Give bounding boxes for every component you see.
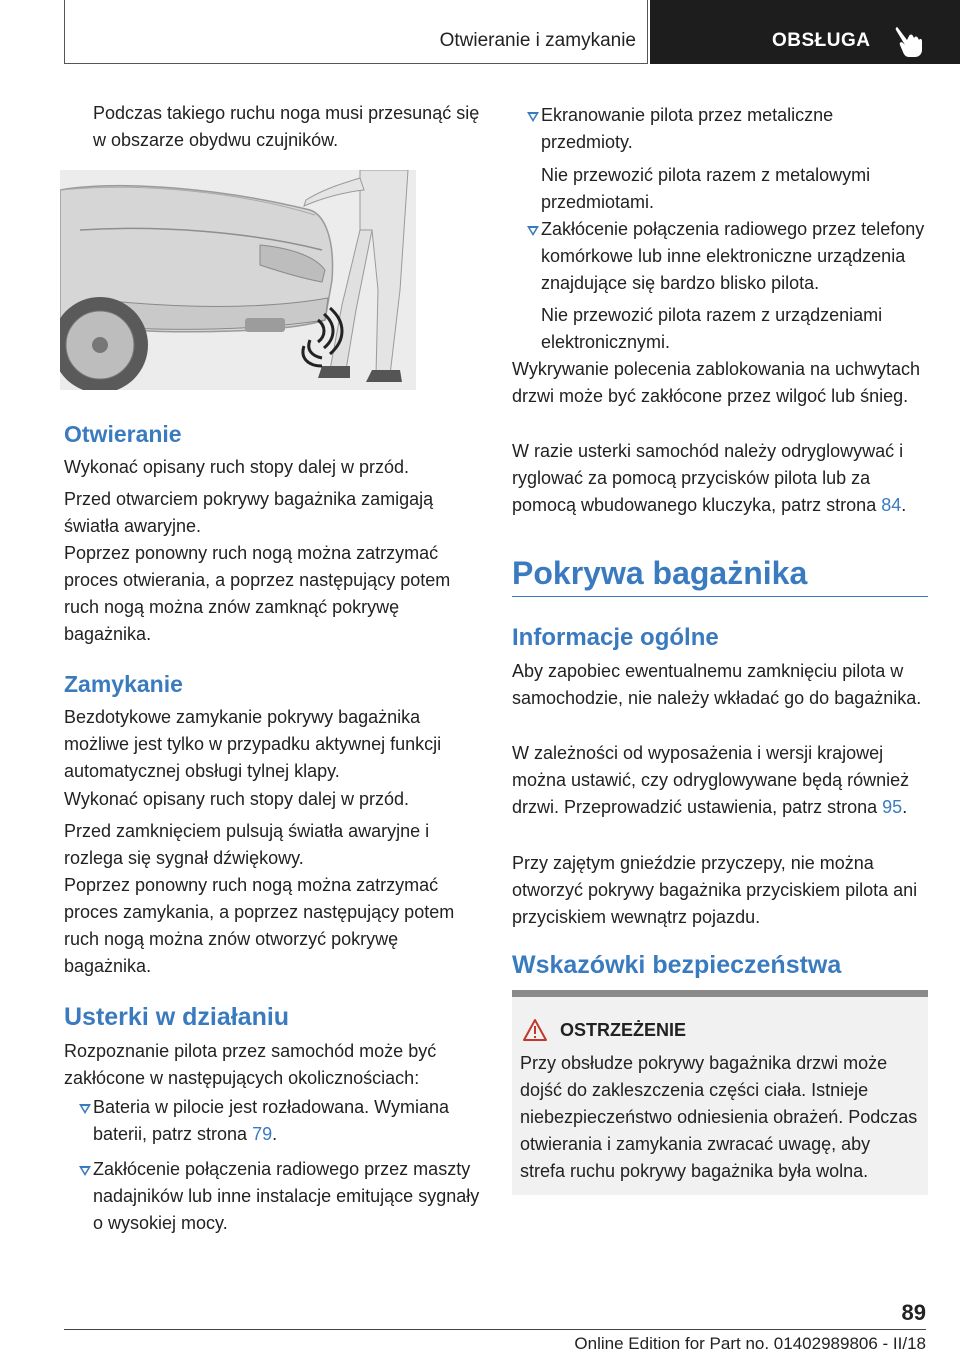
section-tab[interactable]: [650, 0, 960, 64]
otwieranie-p2: Przed otwarciem pokrywy bagażnika zamigają światła awaryjne.: [64, 489, 434, 536]
pokrywa-p3: Przy zajętym gnieździe przyczepy, nie można otworzyć pokrywy bagażnika przyciskiem pilota ani przyciskiem wewnątrz pojazdu.: [512, 853, 918, 927]
bullet-1-text: Bateria w pilocie jest rozładowana. Wymiana baterii, patrz strona: [93, 1097, 450, 1144]
page-link-79[interactable]: 79: [252, 1124, 273, 1144]
footer-rule: [64, 1329, 926, 1330]
trunk-kick-sensor-illustration: [60, 170, 416, 390]
bullet-marker: [527, 226, 539, 236]
car-rear-illustration: [60, 170, 416, 390]
bullet-marker: [79, 1104, 91, 1114]
page-link-95[interactable]: 95: [882, 797, 903, 817]
footer-edition: Online Edition for Part no. 01402989806 - II/18: [574, 1334, 926, 1353]
otwieranie-p3: Poprzez ponowny ruch nogą można zatrzymać proces otwierania, a poprzez następujący potem ruch nogą można znów zamknąć pokrywę bagażnika.: [64, 543, 451, 644]
heading-usterki: Usterki w działaniu: [64, 1003, 290, 1031]
usterka-text-body: W razie usterki samochód należy odryglowywać i ryglować za pomocą przycisków pilota lub za pomocą wbudowanego kluczyka, patrz strona: [512, 441, 904, 515]
zamykanie-p1: Bezdotykowe zamykanie pokrywy bagażnika możliwe jest tylko w przypadku aktywnej funkcji automatycznej obsługi tylnej klapy.: [64, 707, 442, 781]
otwieranie-p1: Wykonać opisany ruch stopy dalej w przód.: [64, 457, 410, 477]
right-bullet-4-sub: Nie przewozić pilota razem z urządzeniami elektronicznymi.: [541, 305, 883, 352]
page-number: 89: [901, 1300, 926, 1325]
right-bullet-3: Ekranowanie pilota przez metaliczne przedmioty.: [541, 105, 834, 152]
intro-text: Podczas takiego ruchu noga musi przesunąć się w obszarze obydwu czujników.: [93, 103, 480, 150]
usterka-text-end: .: [901, 495, 907, 515]
pokrywa-p2: [512, 740, 912, 821]
page-link-84[interactable]: 84: [881, 495, 902, 515]
usterki-p1: Rozpoznanie pilota przez samochód może być zakłócone w następujących okolicznościach:: [64, 1041, 437, 1088]
pokrywa-p1: Aby zapobiec ewentualnemu zamknięciu pilota w samochodzie, nie należy wkładać go do bagażnika.: [512, 661, 922, 708]
heading-wskazowki-bezpieczenstwa: Wskazówki bezpieczeństwa: [512, 951, 842, 979]
usterka-text: [512, 438, 926, 519]
pokrywa-p2-end: .: [902, 797, 908, 817]
heading-otwieranie: Otwieranie: [64, 421, 182, 447]
right-bullet-3-sub: Nie przewozić pilota razem z metalowymi przedmiotami.: [541, 165, 871, 212]
warning-title: OSTRZEŻENIE: [560, 1020, 687, 1040]
warning-triangle-icon: [522, 1018, 548, 1042]
warning-top-bar: [512, 990, 928, 997]
zamykanie-p2: Wykonać opisany ruch stopy dalej w przód.: [64, 789, 410, 809]
warning-text: Przy obsłudze pokrywy bagażnika drzwi może dojść do zakleszczenia części ciała. Istnieje niebezpieczeństwo odniesienia obrażeń. Podczas otwierania i zamykania zwracać uwagę, aby strefa ruchu pokrywy bagażnika była wolna.: [520, 1053, 918, 1181]
bullet-marker: [79, 1166, 91, 1176]
zamykanie-p4: Poprzez ponowny ruch nogą można zatrzymać proces zamykania, a poprzez następujący potem ruch nogą można znów otworzyć pokrywę bagażnika.: [64, 875, 455, 976]
zamykanie-p3: Przed zamknięciem pulsują światła awaryjne i rozlega się sygnał dźwiękowy.: [64, 821, 430, 868]
heading-informacje-ogolne: Informacje ogólne: [512, 624, 719, 651]
usterki-bullet-1: [93, 1094, 483, 1148]
heading-zamykanie: Zamykanie: [64, 671, 183, 697]
heading-pokrywa-bagaznika: Pokrywa bagażnika: [512, 555, 808, 591]
chapter-title: Otwieranie i zamykanie: [439, 30, 636, 51]
bullet-1-end: .: [272, 1124, 278, 1144]
heading-underline: [512, 596, 928, 597]
right-bullet-4: Zakłócenie połączenia radiowego przez telefony komórkowe lub inne elektroniczne urządzenia znajdujące się bardzo blisko pilota.: [541, 219, 925, 293]
pointing-hand-icon: [893, 24, 923, 58]
section-label: OBSŁUGA: [772, 30, 871, 51]
usterki-bullet-2: Zakłócenie połączenia radiowego przez maszty nadajników lub inne instalacje emitujące sygnały o wysokiej mocy.: [93, 1159, 480, 1233]
bullet-marker: [527, 112, 539, 122]
pokrywa-p2-body: W zależności od wyposażenia i wersji krajowej można ustawić, czy odryglowywane będą również drzwi. Przeprowadzić ustawienia, patrz strona: [512, 743, 910, 817]
wilgoc-text: Wykrywanie polecenia zablokowania na uchwytach drzwi może być zakłócone przez wilgoć lub śnieg.: [512, 359, 921, 406]
